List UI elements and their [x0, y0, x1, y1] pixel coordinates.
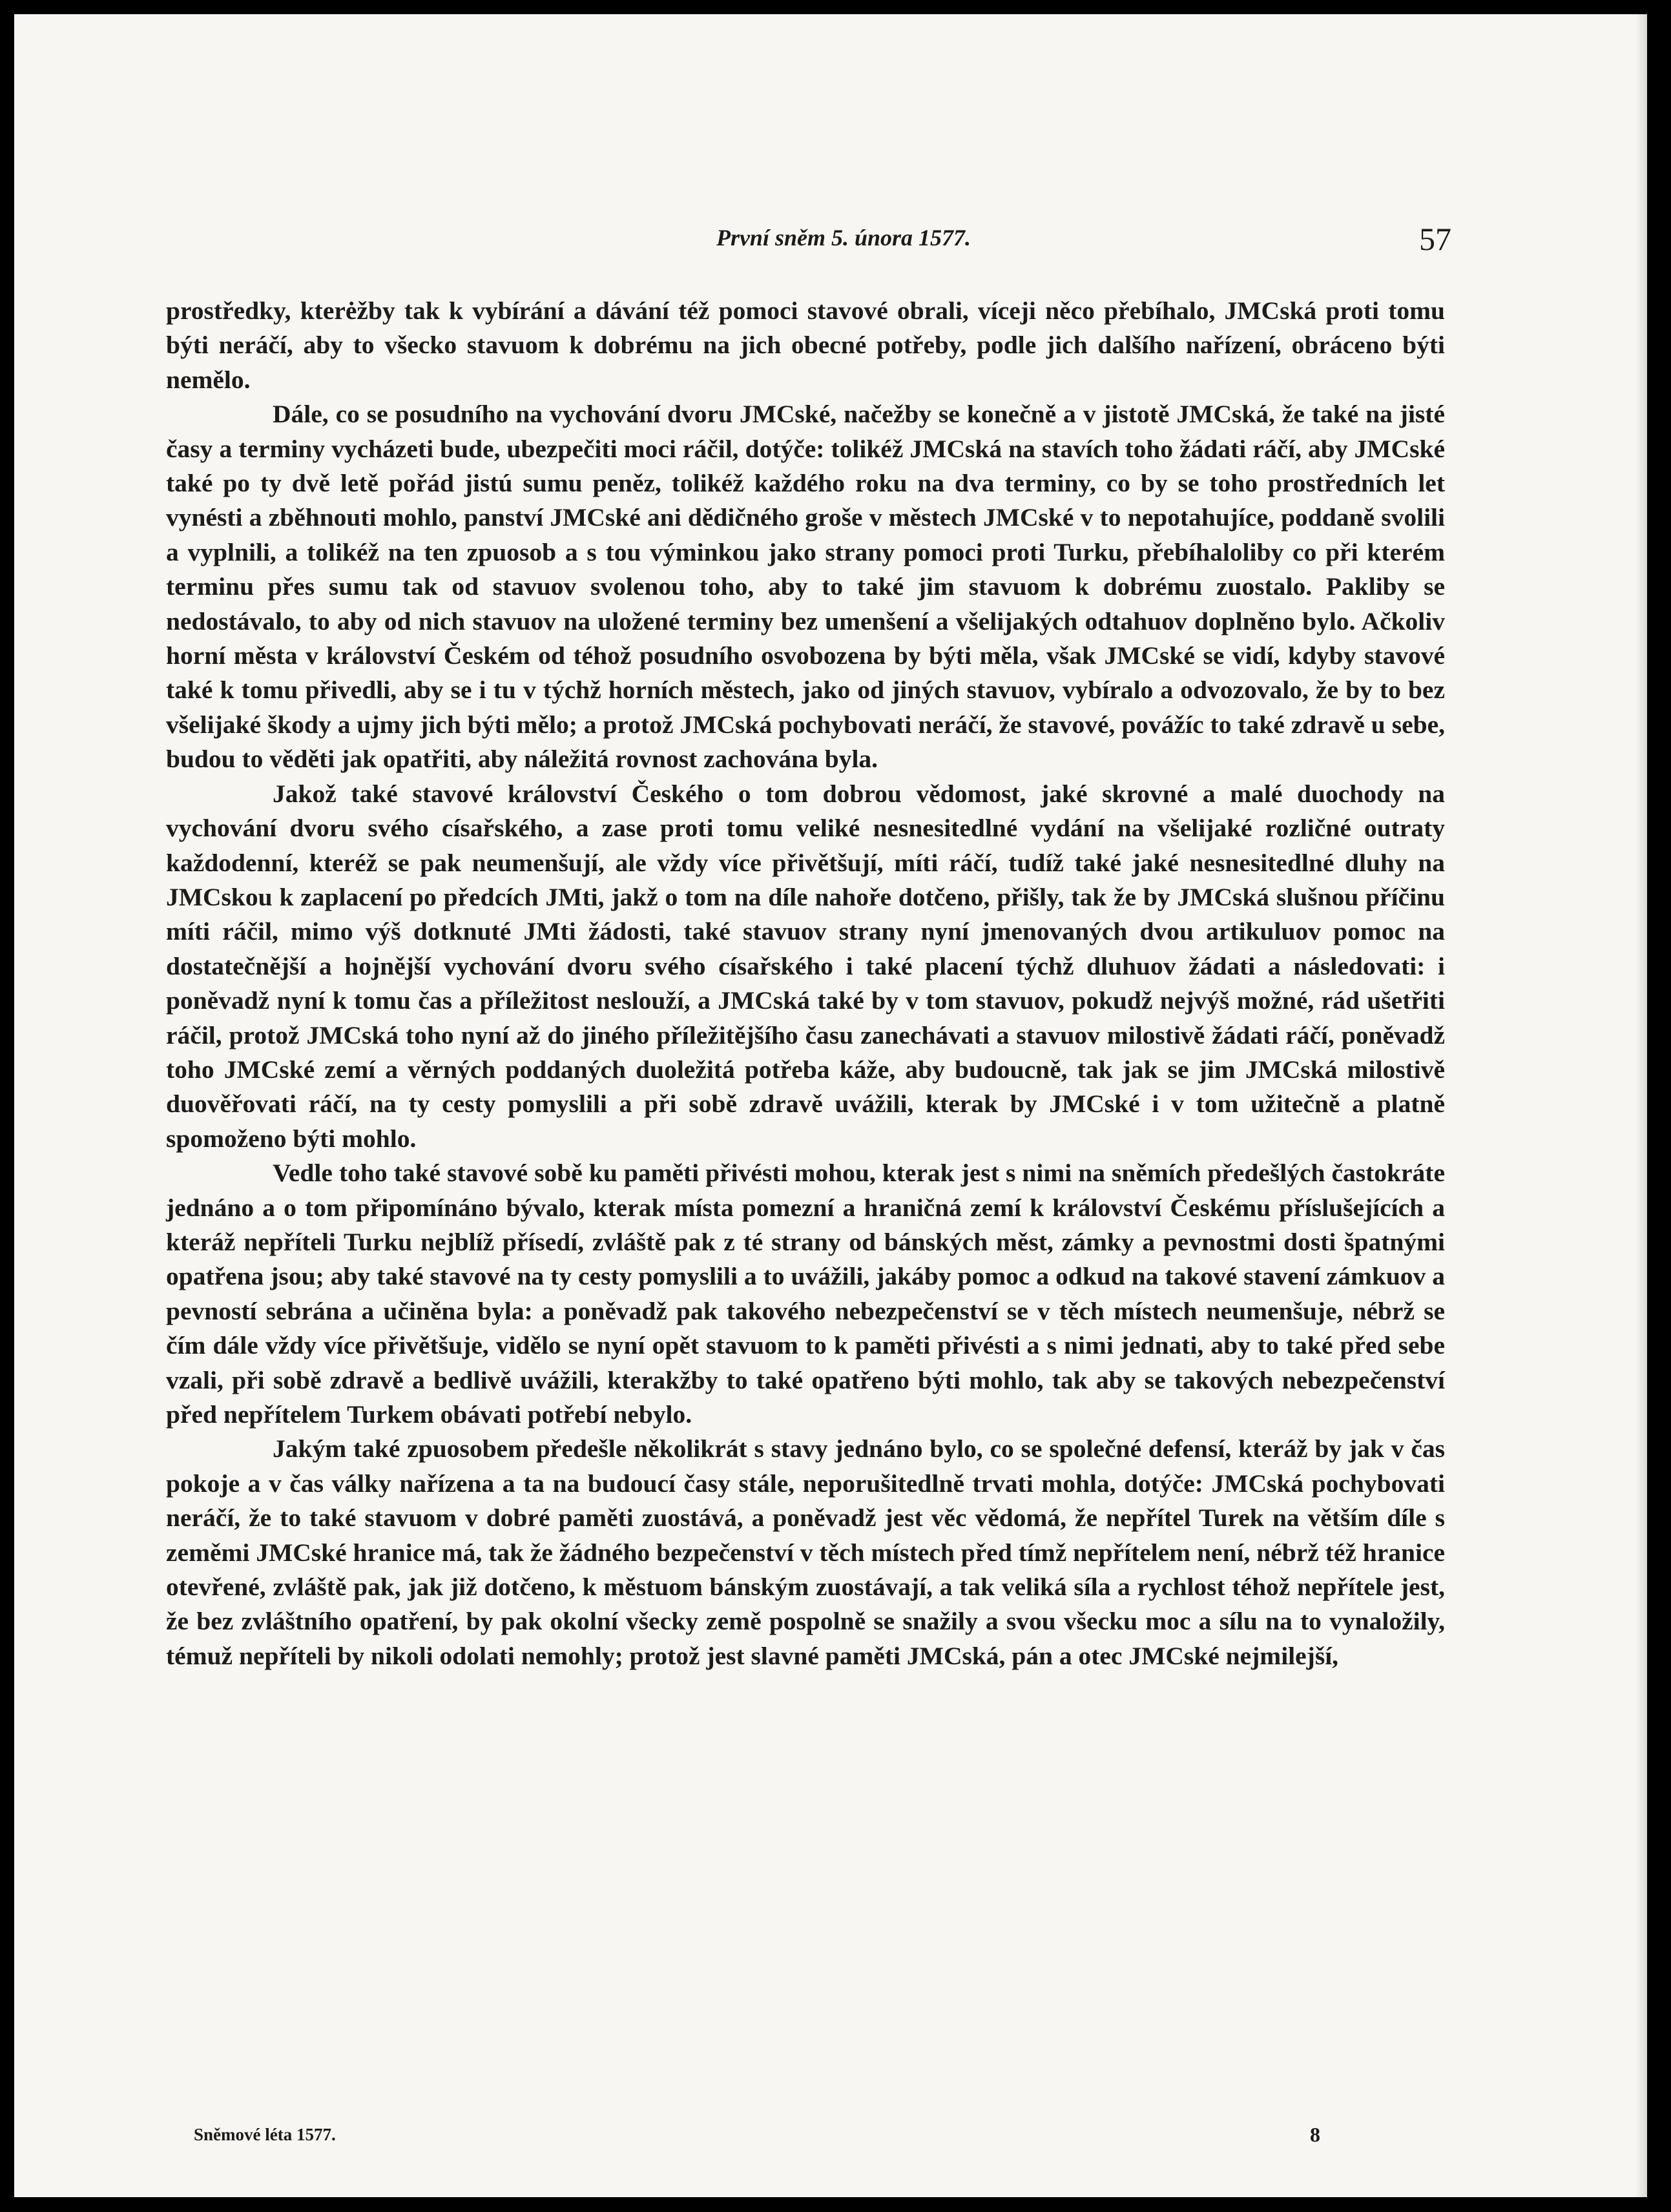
- page-number: 57: [1419, 221, 1451, 257]
- paragraph-1: prostředky, kterėžby tak k vybírání a dávání též pomoci stavové obrali, víceji něco přebíhalo, JMCská proti tomu býti neráčí, aby to všecko stavuom k dobrému na jich obecné potřeby, podle jich dalšího nařízení, obráceno býti nemělo.: [166, 296, 1445, 394]
- footer-signature: Sněmové léta 1577.: [194, 2125, 336, 2144]
- running-title: První sněm 5. února 1577.: [716, 225, 971, 251]
- page-header: [14, 221, 1647, 276]
- paragraph-5: Jakým také zpuosobem předešle několikrát s stavy jednáno bylo, co se společné defensí, kteráž by jak v čas pokoje a v čas války nařízena a ta na budoucí časy stále, neporušitedlně trvati mohla, dotýče: JMCská pochybovati neráčí, že to také stavuom v dobré paměti zuostává, a poněvadž jest věc vědomá, že nepřítel Turek na větším díle s zeměmi JMCské hranice má, tak že žádného bezpečenství v těch místech před tímž nepřítelem není, nébrž též hranice otevřené, zvláště pak, jak již dotčeno, k městuom bánským zuostávají, a tak veliká síla a rychlost téhož nepřítele jest, že bez zvláštního opatření, by pak okolní všecky země pospolně se snažily a svou všecku moc a sílu na to vynaložily, témuž nepříteli by nikoli odolati nemohly; protož jest slavné paměti JMCská, pán a otec JMCské nejmilejší,: [166, 1434, 1446, 1670]
- body-text: [166, 294, 1445, 1673]
- paragraph-3: Jakož také stavové království Českého o tom dobrou vědomost, jaké skrovné a malé duochody na vychování dvoru svého císařského, a zase proti tomu veliké nesnesitedlné vydání na všelijaké rozličné outraty každodenní, kteréž se pak neumenšují, ale vždy více přivětšují, míti ráčí, tudíž také jaké nesnesitedlné dluhy na JMCskou k zaplacení po předcích JMti, jakž o tom na díle nahoře dotčeno, přišly, tak že by JMCská slušnou příčinu míti ráčil, mimo výš dotknuté JMti žádosti, také stavuov strany nyní jmenovaných dvou artikuluov pomoc na dostatečnější a hojnější vychování dvoru svého císařského i také placení týchž dluhuov žádati a následovati: i poněvadž nyní k tomu čas a příležitost neslouží, a JMCská také by v tom stavuov, pokudž nejvýš možné, rád ušetřiti ráčil, protož JMCská toho nyní až do jiného příležitějšího času zanechávati a stavuov milostivě žádati ráčí, poněvadž toho JMCské zemí a věrných poddaných duoležitá potřeba káže, aby budoucně, tak jak se jim JMCská milostivě duověřovati ráčí, na ty cesty pomyslili a při sobě zdravě uvážili, kterak by JMCské i v tom užitečně a platně spomoženo býti mohlo.: [166, 779, 1445, 1153]
- footer-sheet-number: 8: [1310, 2123, 1320, 2146]
- page-edge-shadow: [1635, 14, 1647, 2197]
- paragraph-4: Vedle toho také stavové sobě ku paměti přivésti mohou, kterak jest s nimi na sněmích předešlých častokráte jednáno a o tom připomínáno bývalo, kterak místa pomezní a hraničná zemí k království Českému příslušejících a kteráž nepříteli Turku nejblíž přísedí, zvláště pak z té strany od bánských měst, zámky a pevnostmi dosti špatnými opatřena jsou; aby také stavové na ty cesty pomyslili a to uvážili, jakáby pomoc a odkud na takové stavení zámkuov a pevností sebrána a učiněna byla: a poněvadž pak takového nebezpečenství se v těch místech neumenšuje, nébrž se čím dále vždy více přivětšuje, vidělo se nyní opět stavuom to k paměti přivésti a s nimi jednati, aby to také před sebe vzali, při sobě zdravě a bedlivě uvážili, kterakžby to také opatřeno býti mohlo, tak aby se takových nebezpečenství před nepřítelem Turkem obávati potřebí nebylo.: [166, 1159, 1445, 1429]
- document-page: [14, 14, 1647, 2197]
- paragraph-2: Dále, co se posudního na vychování dvoru JMCské, načežby se konečně a v jistotě JMCská, že také na jisté časy a terminy vycházeti bude, ubezpečiti moci ráčil, dotýče: tolikéž JMCská na stavích toho žádati ráčí, aby JMCské také po ty dvě letě pořád jistú sumu peněz, tolikéž každého roku na dva terminy, co by se toho prostředních let vynésti a zběhnouti mohlo, panství JMCské ani dědičného groše v městech JMCské v to nepotahujíce, poddaně svolili a vyplnili, a tolikéž na ten zpuosob a s tou výminkou jako strany pomoci proti Turku, přebíhaloliby co při kterém terminu přes sumu tak od stavuov svolenou toho, aby to také jim stavuom k dobrému zuostalo. Pakliby se nedostávalo, to aby od nich stavuov na uložené terminy bez umenšení a všelijakých odtahuov doplněno bylo. Ačkoliv horní města v království Českém od téhož posudního osvobozena by býti měla, však JMCské se vidí, kdyby stavové také k tomu přivedli, aby se i tu v týchž horních městech, jako od jiných stavuov, vybíralo a odvozovalo, že by to bez všelijaké škody a ujmy jich býti mělo; a protož JMCská pochybovati neráčí, že stavové, povážíc to také zdravě u sebe, budou to věděti jak opatřiti, aby náležitá rovnost zachována byla.: [166, 400, 1445, 774]
